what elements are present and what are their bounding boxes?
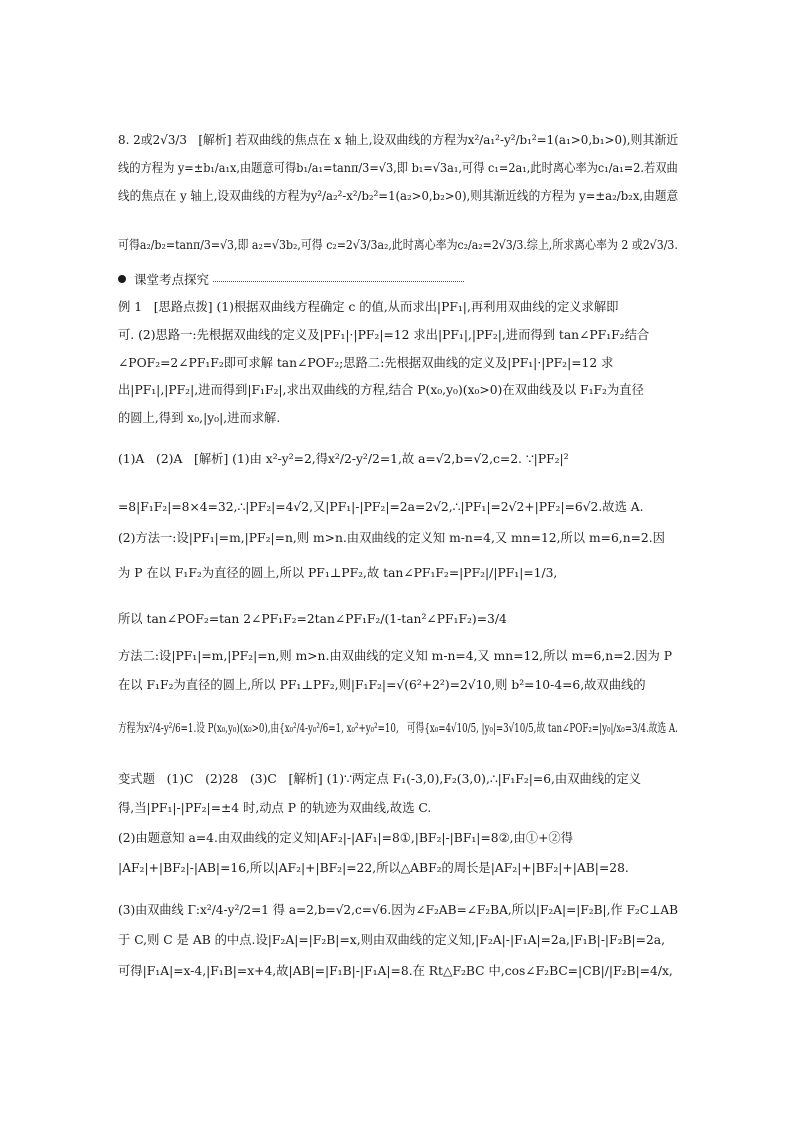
text-line xyxy=(118,963,673,979)
text-line xyxy=(118,720,678,736)
dotted-leader xyxy=(213,281,464,282)
text-line-content: 可. (2)思路一:先根据双曲线的定义及|PF₁|·|PF₂|=12 求出|PF₁|,|PF₂|,进而得到 tan∠PF₁F₂结合 xyxy=(118,328,650,342)
text-line-content: 为 P 在以 F₁F₂为直径的圆上,所以 PF₁⊥PF₂,故 tan∠PF₁F₂=|PF₂|/|PF₁|=1/3, xyxy=(118,566,558,580)
text-line xyxy=(118,932,665,948)
text-line-content: =8|F₁F₂|=8×4=32,∴|PF₂|=4√2,又|PF₁|-|PF₂|=2a=2√2,∴|PF₁|=2√2+|PF₂|=6√2.故选 A. xyxy=(118,500,644,514)
section-heading xyxy=(118,270,464,288)
bullet-icon xyxy=(118,275,126,283)
text-line xyxy=(118,410,280,426)
text-line-content: 方法二:设|PF₁|=m,|PF₂|=n,则 m>n.由双曲线的定义知 m-n=4,又 mn=12,所以 m=6,n=2.因为 P xyxy=(118,649,673,663)
text-line xyxy=(118,188,678,204)
text-line-content: 在以 F₁F₂为直径的圆上,所以 PF₁⊥PF₂,则|F₁F₂|=√(6²+2²)=2√10,则 b²=10-4=6,故双曲线的 xyxy=(118,678,646,692)
text-line-content: 例 1 [思路点拨] (1)根据双曲线方程确定 c 的值,从而求出|PF₁|,再利用双曲线的定义求解即 xyxy=(118,300,619,314)
text-line-content: 线的方程为 y=±b₁/a₁x,由题意可得b₁/a₁=tanπ/3=√3,即 b₁=√3a₁,可得 c₁=2a₁,此时离心率为c₁/a₁=2.若双曲 xyxy=(118,161,678,175)
text-line xyxy=(118,237,678,253)
text-line xyxy=(118,299,618,315)
text-line xyxy=(118,830,573,846)
text-line xyxy=(118,800,431,816)
text-line-content: ∠POF₂=2∠PF₁F₂即可求解 tan∠POF₂;思路二:先根据双曲线的定义及|PF₁|·|PF₂|=12 求 xyxy=(118,356,614,370)
section-title: 课堂考点探究 xyxy=(134,272,210,287)
text-line xyxy=(118,860,629,876)
text-line xyxy=(118,132,678,148)
text-line xyxy=(118,565,557,581)
text-line-content: 可得a₂/b₂=tanπ/3=√3,即 a₂=√3b₂,可得 c₂=2√3/3a₂,此时离心率为c₂/a₂=2√3/3.综上,所求离心率为 2 或2√3/3. xyxy=(118,238,678,252)
text-line-content: |AF₂|+|BF₂|-|AB|=16,所以|AF₂|+|BF₂|=22,所以△ABF₂的周长是|AF₂|+|BF₂|+|AB|=28. xyxy=(118,861,629,875)
text-line xyxy=(118,160,678,176)
text-line-content: (2)方法一:设|PF₁|=m,|PF₂|=n,则 m>n.由双曲线的定义知 m-n=4,又 mn=12,所以 m=6,n=2.因 xyxy=(118,531,665,545)
text-line xyxy=(118,382,644,398)
text-line-content: 于 C,则 C 是 AB 的中点.设|F₂A|=|F₂B|=x,则由双曲线的定义知,|F₂A|-|F₁A|=2a,|F₁B|-|F₂B|=2a, xyxy=(118,933,666,947)
text-line-content: 线的焦点在 y 轴上,设双曲线的方程为y²/a₂²-x²/b₂²=1(a₂>0,b₂>0),则其渐近线的方程为 y=±a₂/b₂x,由题意 xyxy=(118,189,679,203)
text-line xyxy=(118,355,613,371)
text-line-content: 出|PF₁|,|PF₂|,进而得到|F₁F₂|,求出双曲线的方程,结合 P(x₀,y₀)(x₀>0)在双曲线及以 F₁F₂为直径 xyxy=(118,383,644,397)
text-line-content: (1)A (2)A [解析] (1)由 x²-y²=2,得x²/2-y²/2=1,故 a=√2,b=√2,c=2. ∵|PF₂|² xyxy=(118,452,569,466)
text-line xyxy=(118,327,649,343)
text-line xyxy=(118,677,646,693)
text-line xyxy=(118,451,569,467)
text-line-content: 所以 tan∠POF₂=tan 2∠PF₁F₂=2tan∠PF₁F₂/(1-tan²∠PF₁F₂)=3/4 xyxy=(118,612,507,626)
text-line xyxy=(118,771,641,787)
text-line xyxy=(118,611,507,627)
text-line-content: 方程为x²/4-y²/6=1.设 P(x₀,y₀)(x₀>0),由{x₀²/4-y₀²/6=1, x₀²+y₀²=10, 可得{x₀=4√10/5, |y₀|=3√10/5,故 tan∠POF₂=|y₀|/x₀=3/4.故选 A. xyxy=(118,721,678,735)
text-line-content: (3)由双曲线 Γ:x²/4-y²/2=1 得 a=2,b=√2,c=√6.因为∠F₂AB=∠F₂BA,所以|F₂A|=|F₂B|,作 F₂C⊥AB xyxy=(118,903,679,917)
text-line-content: 得,当|PF₁|-|PF₂|=±4 时,动点 P 的轨迹为双曲线,故选 C. xyxy=(118,801,432,815)
text-line xyxy=(118,902,678,918)
text-line-content: 8. 2或2√3/3 [解析] 若双曲线的焦点在 x 轴上,设双曲线的方程为x²/a₁²-y²/b₁²=1(a₁>0,b₁>0),则其渐近 xyxy=(118,133,679,147)
text-line xyxy=(118,499,644,515)
text-line-content: 的圆上,得到 x₀,|y₀|,进而求解. xyxy=(118,411,281,425)
text-line-content: (2)由题意知 a=4.由双曲线的定义知|AF₂|-|AF₁|=8①,|BF₂|-|BF₁|=8②,由①+②得 xyxy=(118,831,574,845)
text-line-content: 可得|F₁A|=x-4,|F₁B|=x+4,故|AB|=|F₁B|-|F₁A|=8.在 Rt△F₂BC 中,cos∠F₂BC=|CB|/|F₂B|=4/x, xyxy=(118,964,673,978)
text-line xyxy=(118,648,672,664)
text-line-content: 变式题 (1)C (2)28 (3)C [解析] (1)∵两定点 F₁(-3,0),F₂(3,0),∴|F₁F₂|=6,由双曲线的定义 xyxy=(118,772,642,786)
text-line xyxy=(118,530,665,546)
